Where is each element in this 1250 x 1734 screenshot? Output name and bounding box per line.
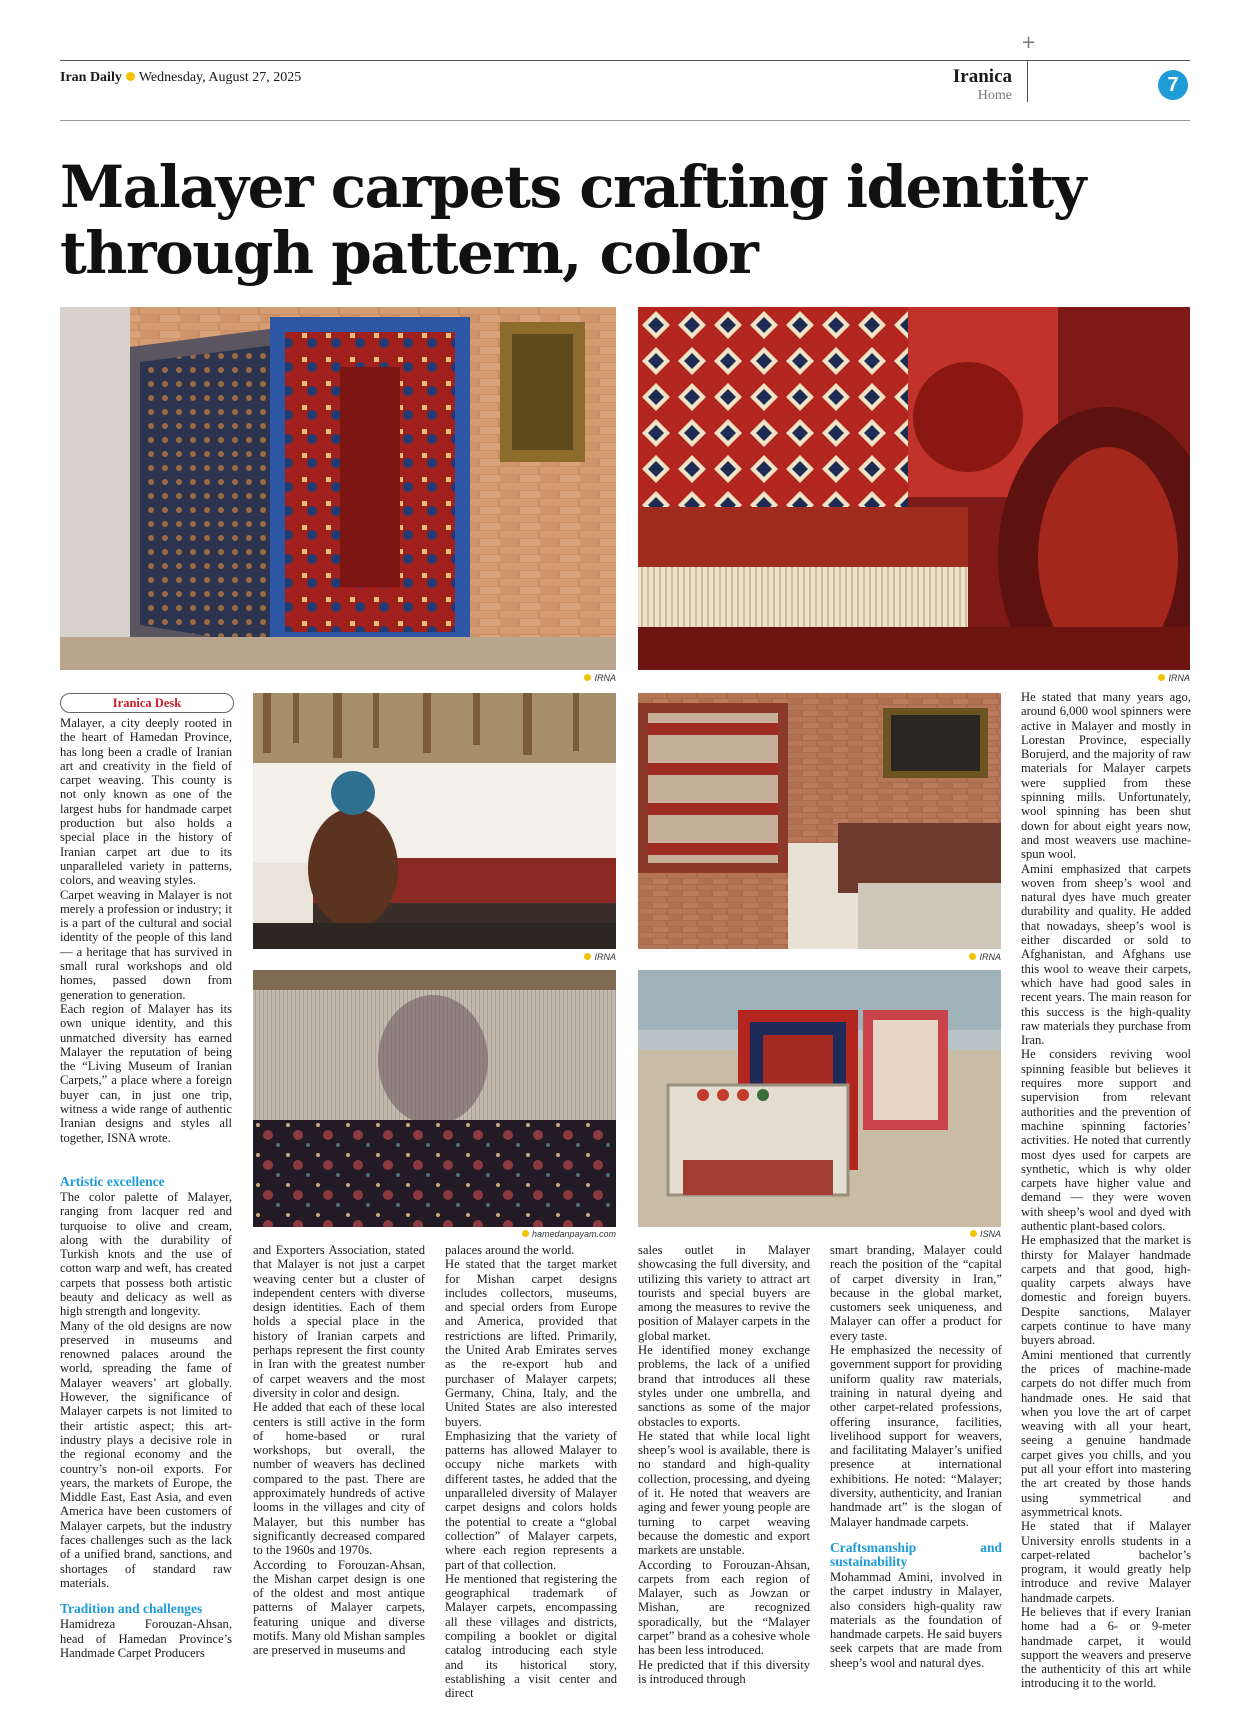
paragraph: He predicted that if this diversity is introduced through — [638, 1657, 810, 1686]
paragraph: He mentioned that registering the geographical trademark of Malayer carpets, encompassing all these villages and districts, compiling a booklet or digital catalog introducing each style and its historical story, establishing a visit center and direct — [445, 1571, 617, 1701]
paragraph: He emphasized the necessity of government support for providing uniform quality raw materials, training in natural dyeing and other carpet-related professions, offering insurance, facilities, livelihood support for weavers, and facilitating Malayer’s unified presence at international exhibitions. He noted: “Malayer; diversity, authenticity, and Iranian handmade art” is the slogan of Malayer handmade carpets. — [830, 1343, 1002, 1529]
crosshair-mark-icon: + — [1021, 32, 1037, 53]
paragraph: He stated that many years ago, around 6,000 wool spinners were active in Malayer and mostly in Lorestan Province, especially Borujerd, and the majority of raw materials for Malayer carpets were supplied from these spinning mills. Unfortunately, wool spinning has been shut down for about eight years now, and most weavers use machine-spun wool. — [1021, 690, 1191, 862]
paragraph: Carpet weaving in Malayer is not merely a profession or industry; it is a part of the cultural and social identity of the people of this land — a heritage that has survived in small rural workshops and old homes, passed down from generation to generation. — [60, 887, 232, 1002]
credit-dot-icon — [522, 1230, 529, 1237]
paragraph: He stated that if Malayer University enrolls students in a carpet-related bachelor’s program, it would greatly help introduce and revive Malayer handmade carpets. — [1021, 1519, 1191, 1605]
paragraph: Mohammad Amini, involved in the carpet industry in Malayer, also considers high-quality raw materials as the foundation of handmade carpets. He said buyers seek carpets that are made from sheep’s wool and natural dyes. — [830, 1569, 1002, 1670]
paragraph: According to Forouzan-Ahsan, the Mishan carpet design is one of the oldest and most antique patterns of Malayer carpets, featuring unique and diverse motifs. Many old Mishan samples are preserved in museums and — [253, 1557, 425, 1658]
page-number-badge: 7 — [1158, 70, 1188, 100]
paragraph: He stated that the target market for Mishan carpet designs includes collectors, museums, and special orders from Europe and America, provided that restrictions are lifted. Primarily, the United Arab Emirates serves as the re-export hub and purchaser of Malayer carpets; Germany, China, Italy, and the United States are also interested buyers. — [445, 1257, 617, 1429]
article-column-2 — [253, 1243, 425, 1658]
paragraph: Hamidreza Forouzan-Ahsan, head of Hamedan Province’s Handmade Carpet Producers — [60, 1617, 232, 1660]
photo-outdoor-looms — [638, 970, 1001, 1227]
photo-carpets-brick-wall — [60, 307, 616, 670]
photo-credit-4: IRNA — [801, 952, 1001, 962]
photo-credit-5: hamedanpayam.com — [416, 1229, 616, 1239]
subheading-artistic-excellence: Artistic excellence — [60, 1173, 165, 1189]
photo-credit-6: ISNA — [801, 1229, 1001, 1239]
photo-carpet-shop — [638, 693, 1001, 949]
top-rule — [60, 60, 1190, 61]
credit-dot-icon — [584, 674, 591, 681]
article-column-4 — [638, 1243, 810, 1686]
subheading-craftsmanship: Craftsmanship and sustainability — [830, 1539, 1002, 1569]
photo-weaver-at-loom — [253, 693, 616, 949]
photo-credit-1: IRNA — [416, 673, 616, 683]
paragraph: sales outlet in Malayer showcasing the full diversity, and utilizing this variety to attract art tourists and special buyers are among the measures to revive the position of Malayer carpets in the global market. — [638, 1243, 810, 1343]
credit-dot-icon — [584, 953, 591, 960]
paragraph: Many of the old designs are now preserved in museums and renowned palaces around the world, spreading the fame of Malayer weavers’ art globally. However, the significance of Malayer carpets is not limited to their artistic aspect; this art-industry plays a decisive role in the regional economy and the country’s non-oil exports. For years, the markets of Europe, the Middle East, East Asia, and even America have been customers of Malayer carpets, but the industry faces challenges such as the lack of a unified brand, sanctions, and shortages of standard raw materials. — [60, 1318, 232, 1590]
credit-dot-icon — [969, 953, 976, 960]
paragraph: He believes that if every Iranian home had a 6- or 9-meter handmade carpet, it would support the weavers and preserve the authenticity of this art while introducing it to the world. — [1021, 1605, 1191, 1691]
subsection-name: Home — [977, 88, 1012, 103]
paragraph: Malayer, a city deeply rooted in the heart of Hamedan Province, has long been a cradle of Iranian art and creativity in the field of carpet weaving. This county is not only known as one of the largest hubs for handmade carpet production but also holds a special place in the history of Iranian carpet art due to its unparalleled variety in patterns, colors, and weaving styles. — [60, 716, 232, 888]
header-bottom-rule — [60, 120, 1190, 121]
photo-credit-2: IRNA — [990, 673, 1190, 683]
masthead-line — [60, 70, 301, 86]
credit-dot-icon — [1158, 674, 1165, 681]
subheading-tradition-challenges: Tradition and challenges — [60, 1601, 203, 1617]
article-column-5 — [830, 1243, 1002, 1670]
paragraph: He identified money exchange problems, the lack of a unified brand that introduces all these styles under one umbrella, and sanctions as some of the major obstacles to exports. — [638, 1343, 810, 1429]
section-name: Iranica — [952, 66, 1012, 87]
byline: Iranica Desk — [60, 693, 234, 713]
paragraph: According to Forouzan-Ahsan, carpets from each region of Malayer, such as Jowzan or Mishan, are recognized sporadically, but the “Malayer carpet” brand as a cohesive whole has been less introduced. — [638, 1557, 810, 1658]
paragraph: Amini mentioned that currently the prices of machine-made carpets do not differ much from handmade ones. He said that when you love the art of carpet weaving with all your heart, seeing a genuine handmade carpet gives you chills, and you put all your effort into mastering the art created by those hands using symmetrical and asymmetrical knots. — [1021, 1347, 1191, 1519]
photo-weaver-behind-warp — [253, 970, 616, 1227]
issue-date: Wednesday, August 27, 2025 — [138, 70, 302, 85]
paragraph: The color palette of Malayer, ranging from lacquer red and turquoise to olive and cream, along with the durability of Turkish knots and the use of cotton warp and weft, has created carpets that possess both artistic beauty and delicacy as well as high strength and longevity. — [60, 1189, 232, 1319]
paragraph: He stated that while local light sheep’s wool is available, there is no standard and high-quality collection, processing, and dyeing of it. He noted that weavers are aging and fewer young people are turning to carpet weaving because the domestic and export markets are unstable. — [638, 1428, 810, 1558]
article-column-6 — [1021, 690, 1191, 1691]
paper-name: Iran Daily — [60, 70, 122, 85]
paragraph: He considers reviving wool spinning feasible but believes it requires more support and supervision from relevant authorities and the prevention of machine spinning factories’ activities. He noted that currently most dyes used for carpets are synthetic, which is why older carpets have higher value and demand — they were woven with sheep’s wool and dyed with authentic plant-based colors. — [1021, 1047, 1191, 1233]
headline — [60, 154, 1190, 286]
paragraph: smart branding, Malayer could reach the position of the “capital of carpet diversity in Iran,” because in the global market, customers seek uniqueness, and Malayer can offer a product for every taste. — [830, 1243, 1002, 1343]
paragraph: and Exporters Association, stated that Malayer is not just a carpet weaving center but a cluster of independent centers with diverse design identities. Each of them holds a special place in the history of Iranian carpets and perhaps represent the first county in Iran with the greatest number of carpet weavers and the most diversity in color and design. — [253, 1243, 425, 1400]
photo-stacked-carpets — [638, 307, 1190, 670]
headline-line-1: Malayer carpets crafting identity — [60, 153, 1085, 221]
paragraph: He added that each of these local centers is still active in the form of home-based or rural workshops, but overall, the number of weavers has declined compared to the past. There are approximately hundreds of active looms in the villages and city of Malayer, but this number has significantly decreased compared to the 1960s and 1970s. — [253, 1400, 425, 1558]
paragraph: He emphasized that the market is thirsty for Malayer handmade carpets and that good, high-quality carpets always have domestic and foreign buyers. Despite sanctions, Malayer carpets continue to have many buyers abroad. — [1021, 1233, 1191, 1348]
photo-credit-3: IRNA — [416, 952, 616, 962]
paragraph: Emphasizing that the variety of patterns has allowed Malayer to occupy niche markets with different tastes, he added that the unparalleled diversity of Malayer carpet designs and colors holds the potential to create a “global collection” of Malayer carpets, where each region represents a part of that collection. — [445, 1428, 617, 1572]
article-column-1 — [60, 716, 232, 1660]
headline-line-2: through pattern, color — [60, 219, 758, 287]
header-vertical-divider — [1027, 60, 1028, 102]
article-column-3 — [445, 1243, 617, 1701]
paragraph: Each region of Malayer has its own unique identity, and this unmatched diversity has earned Malayer the reputation of being the “Living Museum of Iranian Carpets,” a place where a foreign buyer can, in just one trip, witness a wide range of authentic Iranian designs and styles all together, ISNA wrote. — [60, 1001, 232, 1145]
paragraph: palaces around the world. — [445, 1243, 575, 1257]
credit-dot-icon — [970, 1230, 977, 1237]
paragraph: Amini emphasized that carpets woven from sheep’s wool and natural dyes have much greater durability and quality. He added that nowadays, sheep’s wool is either discarded or sold to Afghanistan, and Afghans use this wool to weave their carpets, which have had good sales in recent years. The main reason for this success is the high-quality raw materials they purchase from Iran. — [1021, 861, 1191, 1048]
separator-dot-icon — [126, 72, 135, 81]
